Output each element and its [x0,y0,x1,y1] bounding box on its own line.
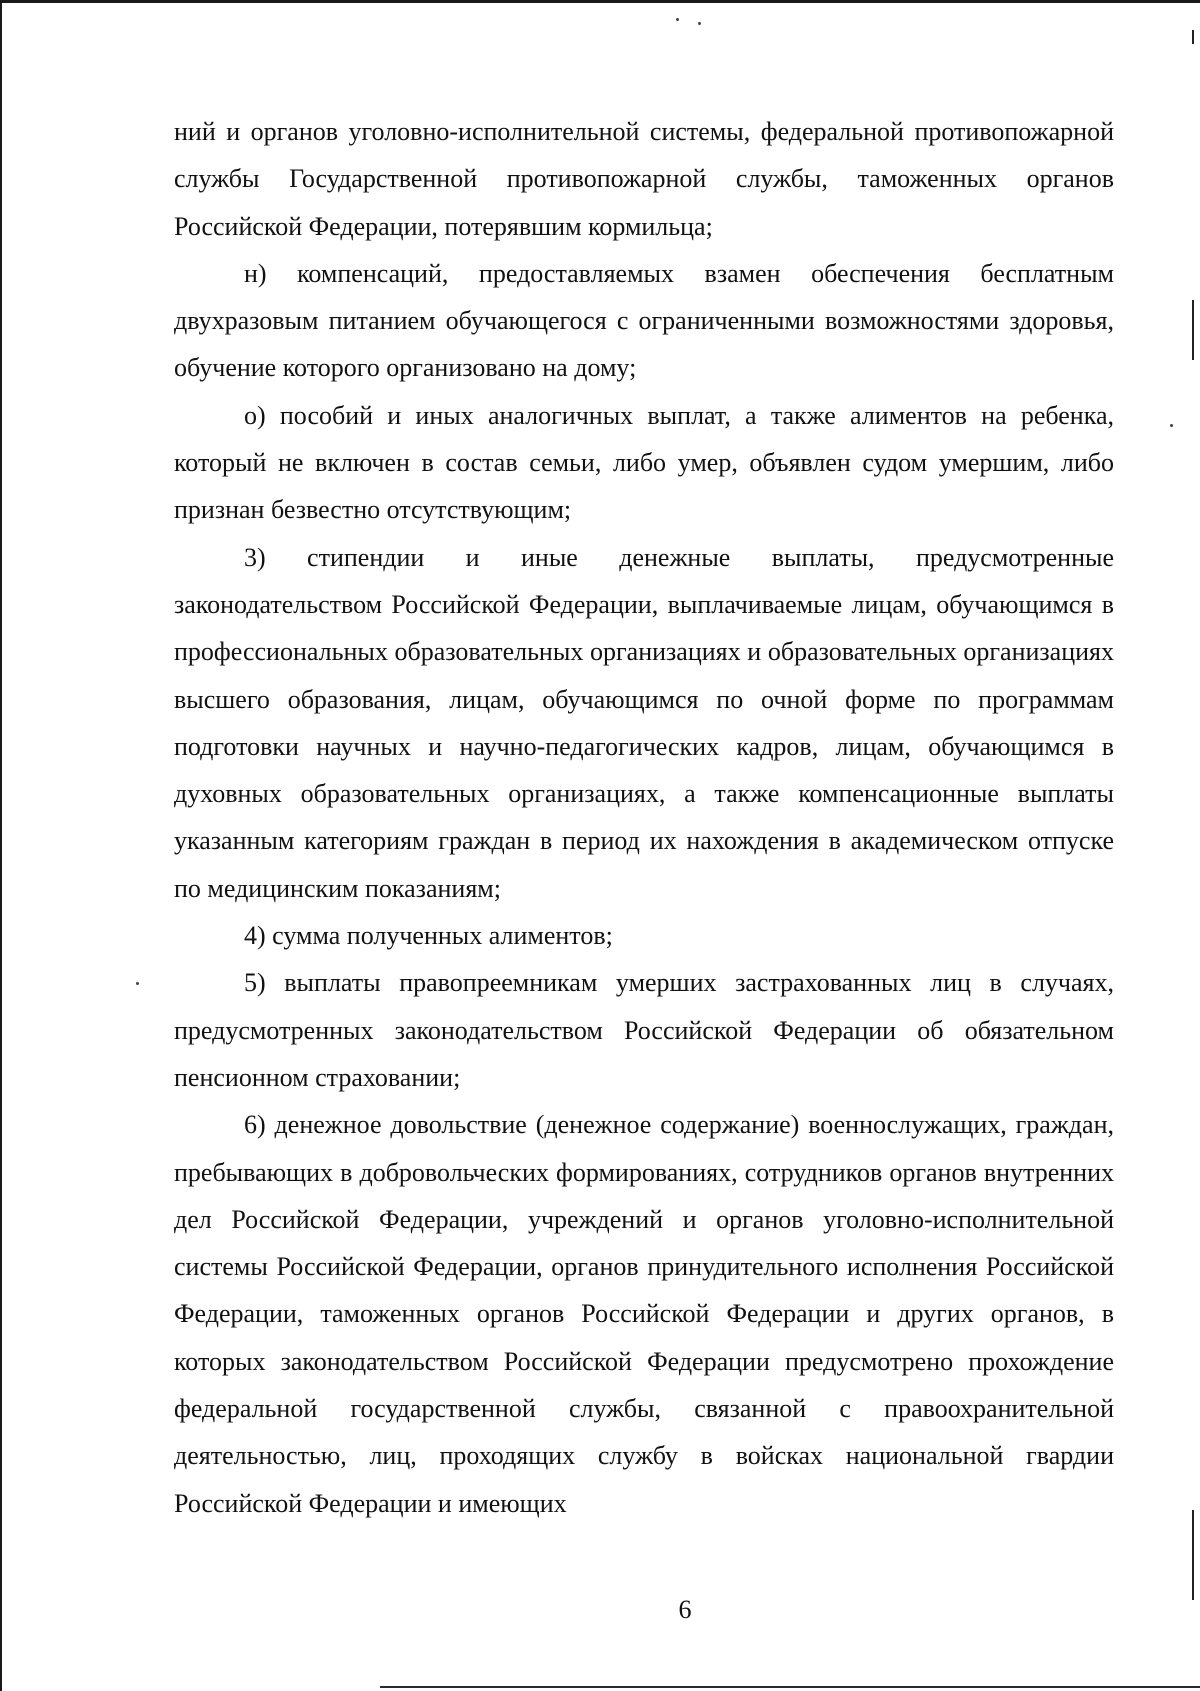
paragraph-item-5: 5) выплаты правопреемникам умерших застрахованных лиц в случаях, предусмотренных законодательством Российской Федерации об обязательном пенсионном страховании; [174,968,1114,1092]
paragraph-continuation: ний и органов уголовно-исполнительной системы, федеральной противопожарной службы Государственной противопожарной службы, таможенных органов Российской Федерации, потерявшим кормильца; [174,117,1114,241]
scan-border-left [0,0,2,1691]
page-number: 6 [678,1595,692,1624]
scan-speck [676,18,679,21]
scan-speck [136,982,139,985]
paragraph-item-n: н) компенсаций, предоставляемых взамен обеспечения бесплатным двухразовым питанием обучающегося с ограниченными возможностями здоровья, обучение которого организовано на дому; [174,258,1114,383]
paragraph-item-4: 4) сумма полученных алиментов; [244,921,613,951]
scan-speck [698,22,701,25]
scan-mark-right [1192,30,1194,44]
scan-speck [1170,424,1173,427]
scan-mark-right [1192,1510,1194,1600]
paragraph-item-3: 3) стипендии и иные денежные выплаты, предусмотренные законодательством Российской Федерации, выплачиваемые лицам, обучающимся в профессиональных образовательных организациях и образовательных организациях высшего образования, лицам, обучающимся по очной форме по программам подготовки научных и научно-педагогических кадров, лицам, обучающимся в духовных образовательных организациях, а также компенсационные выплаты указанным категориям граждан в период их нахождения в академическом отпуске по медицинским показаниям; [174,542,1114,903]
scan-border-top [0,0,1200,3]
paragraph-item-6: 6) денежное довольствие (денежное содержание) военнослужащих, граждан, пребывающих в добровольческих формированиях, сотрудников органов внутренних дел Российской Федерации, учреждений и органов уголовно-исполнительной системы Российской Федерации, органов принудительного исполнения Российской Федерации, таможенных органов Российской Федерации и других органов, в которых законодательством Российской Федерации предусмотрено прохождение федеральной государственной службы, связанной с правоохранительной деятельностью, лиц, проходящих службу в войсках национальной гвардии Российской Федерации и имеющих [174,1110,1114,1518]
scan-border-bottom [380,1686,1200,1688]
document-body [174,108,1114,1527]
scan-mark-right [1192,300,1194,360]
paragraph-item-o: о) пособий и иных аналогичных выплат, а также алиментов на ребенка, который не включен в состав семьи, либо умер, объявлен судом умершим, либо признан безвестно отсутствующим; [174,400,1114,525]
